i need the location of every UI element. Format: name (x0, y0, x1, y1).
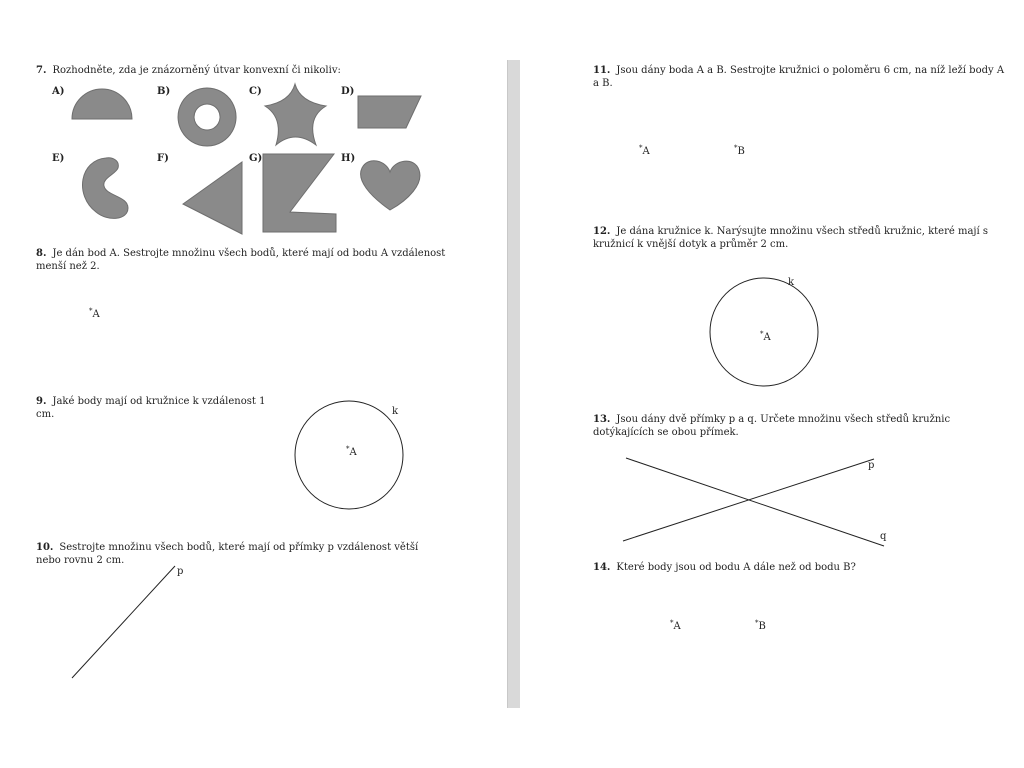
right-page (520, 0, 1024, 768)
question-number: 9. (36, 396, 47, 407)
question-text: Je dána kružnice k. Narýsujte množinu všech středů kružnic, které mají s kružnicí k vnější dotyk a průměr 2 cm. (593, 226, 989, 250)
question-text: Jaké body mají od kružnice k vzdálenost 1 cm. (36, 396, 266, 420)
point-a: *A (639, 144, 650, 157)
shape-label-a: A) (52, 86, 65, 97)
point-mark-icon: * (670, 619, 674, 627)
question-text: Sestrojte množinu všech bodů, které mají od přímky p vzdálenost větší nebo rovnu 2 cm. (36, 542, 419, 566)
question-number: 7. (36, 65, 47, 76)
circle-k-label: k (392, 406, 399, 417)
question-text: Které body jsou od bodu A dále než od bodu B? (616, 562, 856, 573)
shape-label-h: H) (341, 153, 356, 164)
point-mark-icon: * (639, 144, 643, 152)
point-b: *B (755, 619, 766, 632)
point-mark-icon: * (755, 619, 759, 627)
shape-label-b: B) (157, 86, 171, 97)
shape-label-g: G) (249, 153, 263, 164)
question-text: Jsou dány boda A a B. Sestrojte kružnici o poloměru 6 cm, na níž leží body A a B. (593, 65, 1005, 89)
question-number: 14. (593, 562, 611, 573)
point-mark-icon: * (760, 330, 764, 338)
question-14 (593, 561, 993, 574)
point-a: *A (670, 619, 681, 632)
shape-label-f: F) (157, 153, 169, 164)
shape-label-c: C) (249, 86, 262, 97)
point-a: *A (89, 307, 100, 320)
point-b: *B (734, 144, 745, 157)
line-q (626, 458, 887, 546)
line-q-label: q (880, 531, 887, 542)
question-number: 13. (593, 414, 611, 425)
lines-pq-figure (520, 0, 1024, 768)
question-number: 8. (36, 248, 47, 259)
shape-label-e: E) (52, 153, 65, 164)
shape-label-d: D) (341, 86, 355, 97)
point-mark-icon: * (89, 307, 93, 315)
question-text: Je dán bod A. Sestrojte množinu všech bodů, které mají od bodu A vzdálenost menší než 2. (36, 248, 446, 272)
question-number: 12. (593, 226, 611, 237)
point-mark-icon: * (734, 144, 738, 152)
line-p-figure (0, 0, 507, 768)
question-text: Jsou dány dvě přímky p a q. Určete množinu všech středů kružnic dotýkajících se obou přímek. (593, 414, 951, 438)
point-a: *A (346, 445, 357, 458)
question-text: Rozhodněte, zda je znázorněný útvar konvexní či nikoliv: (52, 65, 341, 76)
question-number: 11. (593, 65, 611, 76)
point-mark-icon: * (346, 445, 350, 453)
line-p-label: p (868, 460, 875, 471)
line-p (72, 566, 175, 678)
line-p-label: p (177, 566, 184, 577)
point-a: *A (760, 330, 771, 343)
circle-k-label: k (788, 277, 795, 288)
question-number: 10. (36, 542, 54, 553)
left-page (0, 0, 507, 768)
